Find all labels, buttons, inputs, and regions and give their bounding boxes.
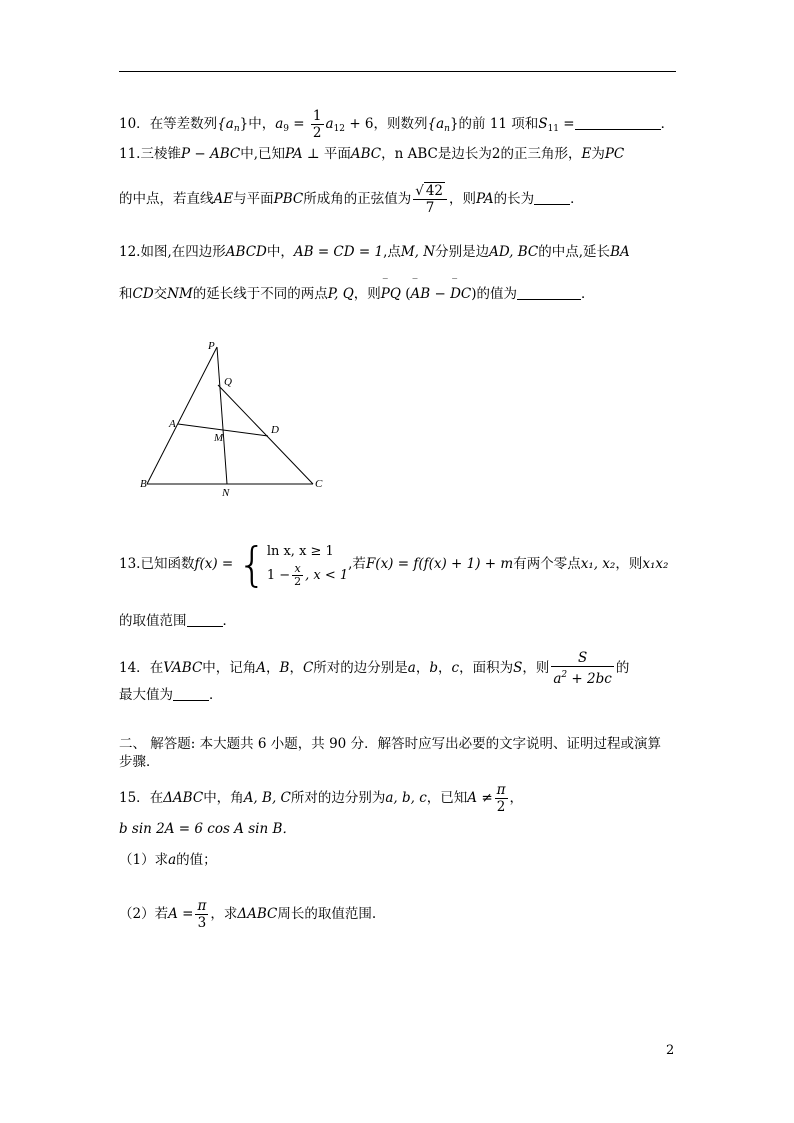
q14-number: 14． bbox=[119, 660, 150, 676]
q11-end: ． bbox=[570, 191, 584, 207]
q10-rhs-tail: + 6 bbox=[345, 116, 374, 132]
q10-text-2: 中， bbox=[248, 116, 276, 132]
q13-cases bbox=[267, 541, 348, 588]
label-a: A bbox=[169, 418, 176, 430]
line-pn bbox=[217, 347, 227, 484]
q10-lhs: a bbox=[275, 116, 284, 132]
q14-text-3: 所对的边分别是 bbox=[313, 660, 408, 676]
section-2-heading-cont: 步骤． bbox=[119, 754, 160, 770]
q12-ba: BA bbox=[610, 244, 630, 260]
header-rule bbox=[119, 71, 676, 72]
q15-sides: a, b, c bbox=[385, 790, 427, 806]
q11-pa-2: PA bbox=[476, 191, 494, 207]
q15-number: 15． bbox=[119, 790, 150, 806]
q10-eq: = bbox=[289, 116, 309, 132]
q15-part1-var: a bbox=[168, 852, 177, 868]
question-13-line-1 bbox=[119, 532, 668, 596]
q11-e: E bbox=[581, 146, 592, 162]
q12-answer-blank[interactable] bbox=[517, 287, 581, 300]
q15-triangle: ΔABC bbox=[163, 790, 204, 806]
q14-text-1: 在 bbox=[149, 660, 164, 676]
q14-angle-a: A bbox=[256, 660, 267, 676]
q11-pc: PC bbox=[604, 146, 625, 162]
question-15-line-1 bbox=[119, 782, 523, 815]
q10-fraction bbox=[311, 108, 324, 141]
q11-text-3: 平面 bbox=[323, 146, 351, 162]
q11-frac-num: √ 42 bbox=[413, 183, 447, 200]
question-13-line-2 bbox=[119, 612, 236, 630]
question-14-line-1 bbox=[119, 650, 629, 687]
q11-fraction bbox=[413, 183, 447, 216]
q13-text-4: ，则 bbox=[615, 556, 643, 572]
q12-minus: − bbox=[430, 286, 451, 302]
q10-seq-2: {a bbox=[427, 116, 445, 132]
q13-text-1: 已知函数 bbox=[140, 556, 195, 572]
q10-seq-end: } bbox=[239, 116, 249, 132]
q14-triangle: VABC bbox=[163, 660, 203, 676]
q11-answer-blank[interactable] bbox=[534, 192, 570, 205]
question-12-line-1 bbox=[119, 243, 630, 261]
q15-text-4: ，已知 bbox=[426, 790, 468, 806]
q15-frac-num: π bbox=[496, 782, 506, 798]
q10-seq-sub: n bbox=[233, 124, 240, 134]
q15-text-2: 中，角 bbox=[203, 790, 244, 806]
q15-part2-label: （2）若 bbox=[119, 906, 169, 922]
q13-end: ． bbox=[222, 613, 236, 629]
q12-nm: NM bbox=[167, 286, 193, 302]
q15-angles: A, B, C bbox=[243, 790, 291, 806]
q10-text-3: ，则数列 bbox=[373, 116, 428, 132]
section-2-heading: 二、 解答题: 本大题共 6 小题，共 90 分．解答时应写出必要的文字说明、证明过程或演算 bbox=[119, 736, 662, 752]
question-14-line-2 bbox=[119, 686, 223, 704]
q12-text-7: 交 bbox=[153, 286, 168, 302]
q15-part1-label: （1）求 bbox=[119, 852, 169, 868]
q15-text-3: 所对的边分别为 bbox=[290, 790, 386, 806]
question-10 bbox=[119, 108, 674, 141]
q14-sep-1: ， bbox=[266, 660, 280, 676]
q13-text-3: 有两个零点 bbox=[513, 556, 581, 572]
q15-part2-a-eq: A = bbox=[168, 906, 194, 922]
q10-rhs-sub: 12 bbox=[333, 124, 346, 134]
q12-close-paren: ) bbox=[471, 286, 477, 302]
q12-vector-dc: ‾ DC bbox=[450, 285, 471, 303]
q12-text-5: 的中点,延长 bbox=[538, 244, 611, 260]
q15-fraction bbox=[495, 782, 508, 815]
q13-case2-num: x bbox=[292, 563, 303, 576]
q11-text-1: 三棱锥 bbox=[140, 146, 181, 162]
q10-seq-sub-2: n bbox=[444, 124, 450, 134]
q14-sep-4: ， bbox=[438, 660, 452, 676]
question-15-part-2 bbox=[119, 898, 376, 931]
q11-text-7: 的中点，若直线 bbox=[119, 191, 214, 207]
q14-side-c: c bbox=[451, 660, 460, 676]
question-12-line-2 bbox=[119, 285, 595, 303]
q13-case2-den: 2 bbox=[294, 575, 302, 588]
label-c: C bbox=[315, 478, 323, 490]
q14-answer-blank[interactable] bbox=[173, 688, 209, 701]
q14-text-2: 中，记角 bbox=[202, 660, 257, 676]
q14-frac-den bbox=[551, 667, 613, 687]
q10-text-1: 在等差数列 bbox=[149, 116, 218, 132]
q14-angle-b: B bbox=[279, 660, 290, 676]
q10-sum-sub: 11 bbox=[547, 124, 560, 134]
q13-brace: { bbox=[237, 537, 267, 592]
q12-text-9: ，则 bbox=[353, 286, 381, 302]
q14-end: ． bbox=[209, 687, 223, 703]
q14-text-5: ，则 bbox=[522, 660, 550, 676]
q14-den-sup: 2 bbox=[561, 670, 568, 680]
q11-pa: PA bbox=[285, 146, 303, 162]
q11-text-6: 为 bbox=[591, 146, 605, 162]
q13-zeros: x₁, x₂ bbox=[580, 556, 616, 572]
question-11-line-1 bbox=[119, 145, 624, 163]
q10-frac-num: 1 bbox=[312, 108, 322, 124]
question-15-line-2: b sin 2A = 6 cos A sin B． bbox=[119, 821, 296, 837]
q11-sqrt-value: 42 bbox=[425, 183, 443, 199]
q14-den-a: a bbox=[553, 671, 562, 687]
line-cq bbox=[218, 385, 313, 484]
q12-text-10: 的值为 bbox=[476, 286, 518, 302]
q10-frac-den: 2 bbox=[312, 125, 322, 141]
q10-rhs-a: a bbox=[325, 116, 334, 132]
q12-open-paren: ( bbox=[400, 286, 411, 302]
q11-text-8: 与平面 bbox=[233, 191, 274, 207]
q12-eq: AB = CD = 1 bbox=[293, 244, 384, 260]
q15-frac-den: 2 bbox=[496, 799, 506, 815]
q12-pq: P, Q bbox=[327, 286, 354, 302]
q12-text-3: ,点 bbox=[383, 244, 401, 260]
q12-end: ． bbox=[581, 286, 595, 302]
q14-side-b: b bbox=[429, 660, 439, 676]
q15-end-1: ， bbox=[509, 790, 524, 806]
q15-part2-frac-num: π bbox=[197, 898, 207, 914]
q11-perp: ⊥ bbox=[302, 146, 324, 162]
q13-text-2: ,若 bbox=[348, 556, 366, 572]
q11-pabc: P − ABC bbox=[180, 146, 241, 162]
q12-figure bbox=[135, 335, 335, 500]
q13-product: x₁x₂ bbox=[642, 556, 669, 572]
q14-text-7: 最大值为 bbox=[119, 687, 173, 703]
q12-cd: CD bbox=[132, 286, 154, 302]
label-m: M bbox=[214, 432, 224, 444]
q10-seq: {a bbox=[217, 116, 234, 132]
page-number: 2 bbox=[666, 1043, 675, 1058]
q11-text-9: 所成角的正弦值为 bbox=[303, 191, 412, 207]
q10-answer-blank[interactable] bbox=[575, 117, 661, 130]
q12-text-1: 如图,在四边形 bbox=[140, 244, 226, 260]
q15-part2-triangle: ΔABC bbox=[237, 906, 278, 922]
q15-part2-text-2: 周长的取值范围. bbox=[277, 906, 377, 922]
q14-text-6: 的 bbox=[615, 660, 630, 676]
q14-text-4: ，面积为 bbox=[459, 660, 514, 676]
q12-vector-pq: ‾ PQ bbox=[381, 285, 401, 303]
q11-text-5: 的正三角形， bbox=[500, 146, 582, 162]
q14-fraction bbox=[551, 650, 613, 687]
line-pb bbox=[147, 347, 217, 484]
q13-answer-blank[interactable] bbox=[187, 614, 223, 627]
q12-adbc: AD, BC bbox=[489, 244, 539, 260]
q11-pbc: PBC bbox=[273, 191, 304, 207]
q14-side-a: a bbox=[407, 660, 416, 676]
q10-lhs-sub: 9 bbox=[283, 124, 290, 134]
q13-Fx: F(x) = f(f(x) + 1) + m bbox=[365, 556, 514, 572]
q13-case2-post: , x < 1 bbox=[305, 568, 349, 583]
q11-text-10: ，则 bbox=[449, 191, 476, 207]
q15-a-ne: A ≠ bbox=[467, 790, 493, 806]
q11-abc: ABC bbox=[350, 146, 382, 162]
q11-frac-den: 7 bbox=[425, 200, 435, 216]
q12-mn: M, N bbox=[400, 244, 436, 260]
q14-den-post: + 2bc bbox=[567, 671, 612, 687]
q12-number: 12. bbox=[119, 244, 141, 260]
q14-sep-2: ， bbox=[289, 660, 303, 676]
q10-seq-end-2: } bbox=[449, 116, 459, 132]
q15-text-1: 在 bbox=[149, 790, 164, 806]
q15-part1-tail: 的值； bbox=[176, 852, 217, 868]
q11-two: 2 bbox=[491, 146, 501, 162]
q10-number: 10． bbox=[119, 116, 150, 132]
q12-text-6: 和 bbox=[119, 286, 133, 302]
label-d: D bbox=[271, 424, 279, 436]
q13-fx: f(x) = bbox=[194, 556, 238, 572]
q11-text-4: ，n ABC是边长为 bbox=[381, 146, 492, 162]
q15-part2-text-1: ，求 bbox=[210, 906, 238, 922]
label-q: Q bbox=[224, 376, 232, 388]
q15-part2-fraction bbox=[195, 898, 208, 931]
q13-case-1: ln x, x ≥ 1 bbox=[266, 544, 334, 559]
label-p: P bbox=[208, 340, 215, 352]
q12-text-4: 分别是边 bbox=[435, 244, 490, 260]
question-15-part-1 bbox=[119, 851, 217, 869]
q11-number: 11. bbox=[119, 146, 141, 162]
question-11-line-2 bbox=[119, 183, 584, 216]
q10-sum-s: S bbox=[538, 116, 548, 132]
q11-text-2: 中,已知 bbox=[240, 146, 286, 162]
q13-case2-pre: 1 − bbox=[266, 568, 291, 583]
q14-frac-num: S bbox=[551, 650, 613, 667]
q11-ae: AE bbox=[213, 191, 234, 207]
q10-sum-eq: = bbox=[559, 116, 575, 132]
q13-case-2 bbox=[267, 563, 348, 588]
label-n: N bbox=[222, 487, 230, 499]
q15-part2-frac-den: 3 bbox=[197, 915, 207, 931]
q10-text-4: 的前 11 项和 bbox=[458, 116, 539, 132]
q12-text-8: 的延长线于不同的两点 bbox=[192, 286, 328, 302]
q14-area-s: S bbox=[513, 660, 523, 676]
q13-case2-frac bbox=[292, 563, 303, 588]
q12-vector-ab: ‾ AB bbox=[411, 285, 431, 303]
q13-number: 13. bbox=[119, 556, 141, 572]
q14-angle-c: C bbox=[302, 660, 314, 676]
q11-text-11: 的长为 bbox=[493, 191, 535, 207]
q12-abcd: ABCD bbox=[225, 244, 267, 260]
q10-end: ． bbox=[660, 116, 675, 132]
q13-text-5: 的取值范围 bbox=[119, 613, 187, 629]
q14-sep-3: ， bbox=[415, 660, 430, 676]
q12-text-2: 中， bbox=[266, 244, 294, 260]
label-b: B bbox=[140, 478, 147, 490]
